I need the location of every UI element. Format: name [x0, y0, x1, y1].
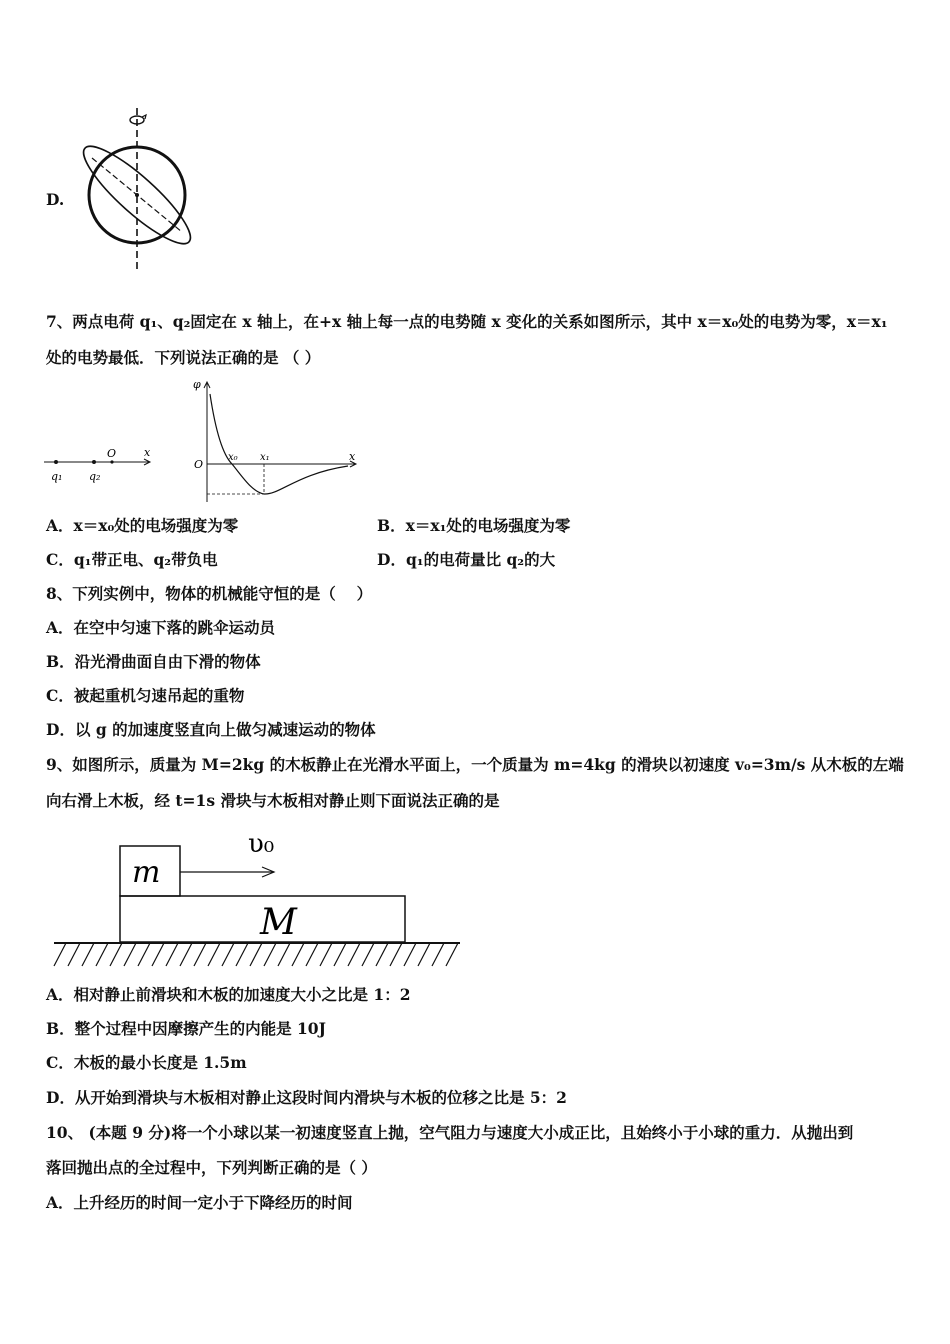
q8-stem: 8、下列实例中，物体的机械能守恒的是（ ） [46, 584, 373, 603]
q8-option-a: A．在空中匀速下落的跳伞运动员 [46, 618, 276, 637]
x-axis-label: x [144, 446, 151, 459]
q10-stem-line2: 落回抛出点的全过程中，下列判断正确的是（ ） [46, 1158, 377, 1177]
origin-label: O [107, 447, 117, 460]
potential-curve [210, 394, 348, 494]
q7-potential-graph [188, 374, 363, 506]
q10-stem-line1: 10、 (本题 9 分)将一个小球以某一初速度竖直上抛，空气阻力与速度大小成正比，且始终小于小球的重力．从抛出到 [46, 1123, 854, 1142]
q7-option-a: A．x＝x₀处的电场强度为零 [46, 516, 239, 535]
q7-option-b: B．x＝x₁处的电场强度为零 [377, 516, 571, 535]
q1-dot [54, 460, 58, 464]
q7-stem-line2: 处的电势最低．下列说法正确的是 （ ） [46, 348, 321, 367]
q1-label: q₁ [51, 470, 63, 483]
phi-label: φ [193, 378, 201, 391]
x1-label: x₁ [260, 452, 270, 463]
q7-option-c: C．q₁带正电、q₂带负电 [46, 550, 218, 569]
q9-stem-line2: 向右滑上木板，经 t=1s 滑块与木板相对静止则下面说法正确的是 [46, 791, 500, 810]
q8-option-d: D．以 g 的加速度竖直向上做匀减速运动的物体 [46, 720, 376, 739]
q2-dot [92, 460, 96, 464]
q2-label: q₂ [89, 470, 101, 483]
q8-option-b: B．沿光滑曲面自由下滑的物体 [46, 652, 261, 671]
velocity-label: υ₀ [248, 829, 275, 859]
q6-option-d-label: D. [46, 190, 65, 209]
q10-option-a: A．上升经历的时间一定小于下降经历的时间 [46, 1193, 353, 1212]
board-mass-label: M [260, 902, 297, 943]
q6-option-d-figure [72, 108, 212, 278]
q9-option-c: C．木板的最小长度是 1.5m [46, 1053, 247, 1072]
x0-label: x₀ [228, 452, 238, 463]
q7-stem-line1: 7、两点电荷 q₁、q₂固定在 x 轴上，在+x 轴上每一点的电势随 x 变化的关系如图所示，其中 x＝x₀处的电势为零，x＝x₁ [46, 312, 888, 331]
q9-option-a: A．相对静止前滑块和木板的加速度大小之比是 1：2 [46, 985, 411, 1004]
graph-origin-label: O [194, 458, 204, 471]
q9-block-board-figure [52, 826, 464, 972]
q7-charges-figure [44, 440, 159, 490]
ground-hatching [54, 943, 458, 966]
q9-stem-line1: 9、如图所示，质量为 M=2kg 的木板静止在光滑水平面上，一个质量为 m=4kg 的滑块以初速度 v₀=3m/s 从木板的左端 [46, 755, 904, 774]
q8-option-c: C．被起重机匀速吊起的重物 [46, 686, 245, 705]
q7-option-d: D．q₁的电荷量比 q₂的大 [377, 550, 556, 569]
q9-option-b: B．整个过程中因摩擦产生的内能是 10J [46, 1019, 326, 1038]
q9-option-d: D．从开始到滑块与木板相对静止这段时间内滑块与木板的位移之比是 5：2 [46, 1088, 567, 1107]
graph-x-axis-label: x [349, 450, 356, 463]
slider-mass-label: m [132, 855, 161, 890]
